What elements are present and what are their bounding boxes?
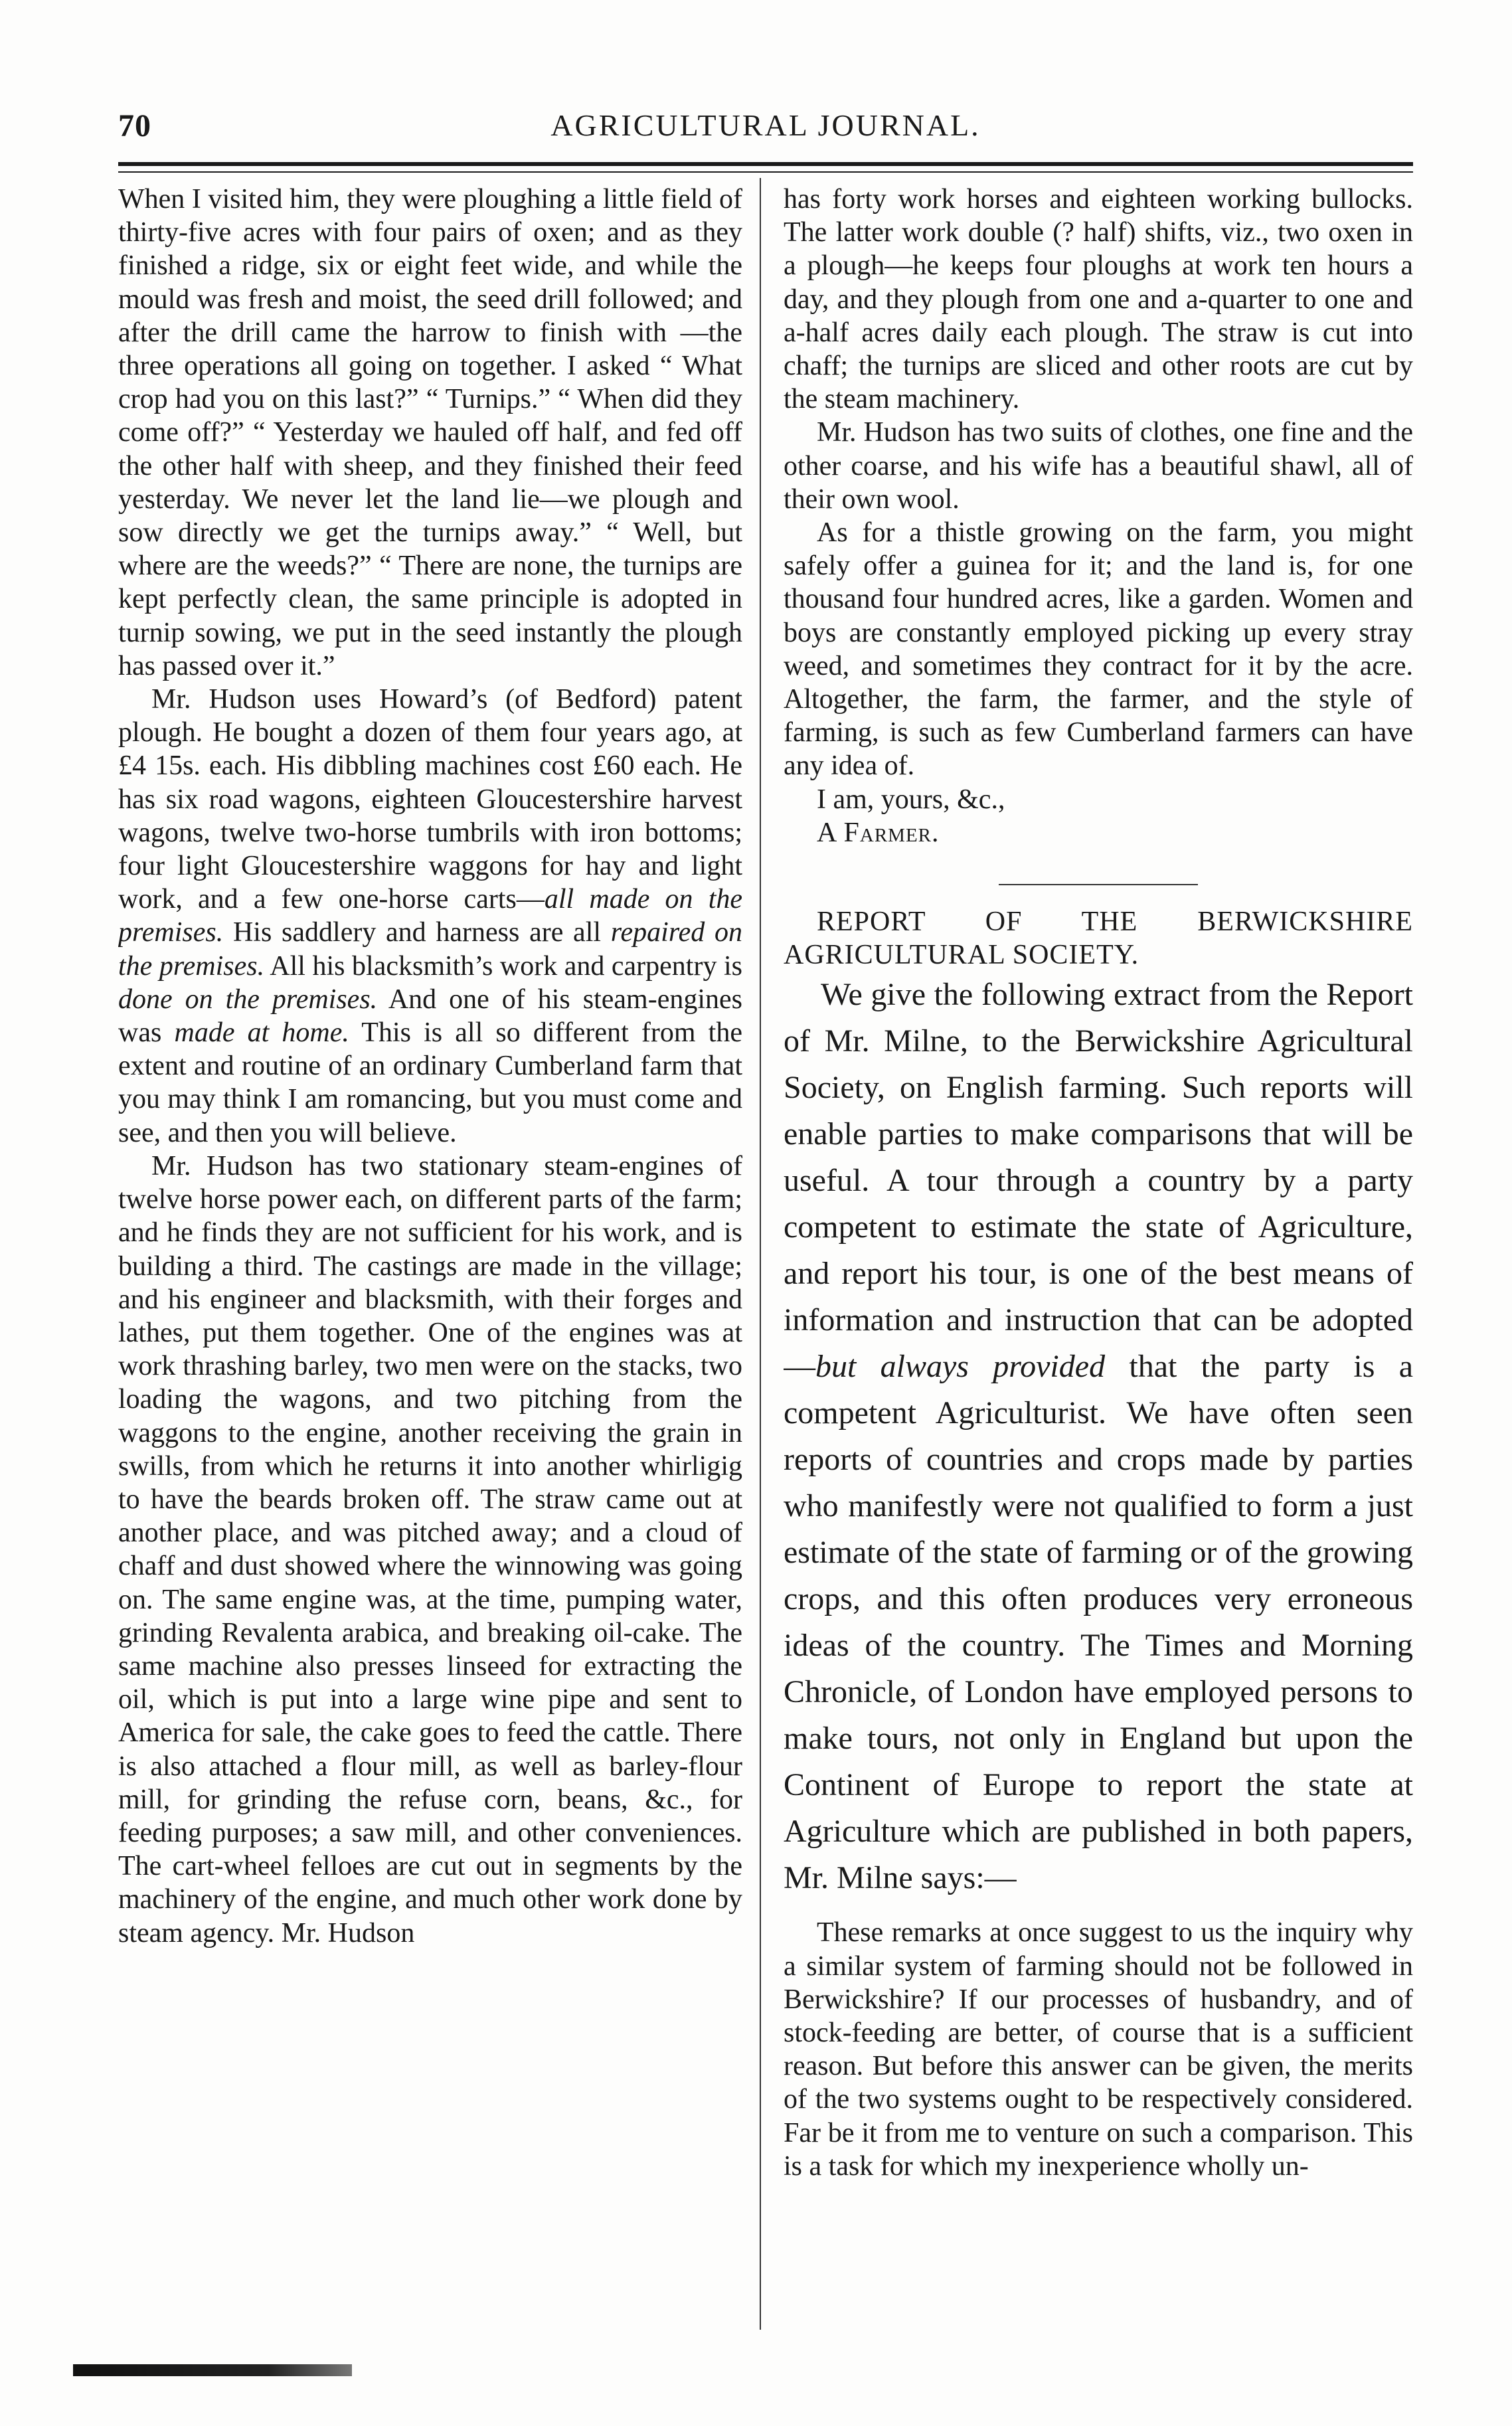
column-divider	[760, 178, 761, 2330]
paragraph-thistle: As for a thistle growing on the farm, you might safely offer a guinea for it; and the land is, for one thousand four hundred acres, like a garden. Women and boys are constantly employed picking up every stray weed, and sometimes they contract for it by the acre. Altogether, the farm, the farmer, and the style of farming, is such as few Cumberland farmers can have any idea of.	[784, 517, 1413, 782]
header-rule-thin	[118, 171, 1413, 173]
implements-italic-premises: all made on the premises.	[118, 884, 742, 948]
page-header	[118, 100, 1413, 153]
implements-text: Mr. Hudson uses Howard’s (of Bedford) patent plough. He bought a dozen of them four years ago, at £4 15s. each. His dibbling machines cost £60 each. He has six road wagons, eighteen Gloucestershire harvest wagons, twelve two-horse tumbrils with iron bottoms; four light Gloucestershire waggons for hay and light work, and a few one-horse carts—	[118, 684, 742, 915]
implements-italic-done: done on the premises.	[118, 984, 378, 1015]
letter-closing: I am, yours, &c.,	[817, 784, 1005, 815]
implements-italic-repaired: repaired on the premises.	[118, 917, 742, 982]
paragraph-ploughing: When I visited him, they were ploughing a little field of thirty-five acres with four pairs of oxen; and as they finished a ridge, six or eight feet wide, and while the mould was fresh and moist, the seed drill followed; and after the drill came the harrow to finish with —the three operations all going on together. I asked “ What crop had you on this last?” “ Turnips.” “ When did they come off?” “ Yesterday we hauled off half, and fed off the other half with sheep, and they finished their feed yesterday. We never let the land lie—we plough and sow directly we get the turnips away.” “ Well, but where are the weeds?” “ There are none, the turnips are kept perfectly clean, the same principle is adopted in turnip sowing, we put in the seed instantly the plough has passed over it.”	[118, 184, 742, 681]
paragraph-clothes: Mr. Hudson has two suits of clothes, one fine and the other coarse, and his wife has a beautiful shawl, all of their own wool.	[784, 417, 1413, 515]
paragraph-report-quote: These remarks at once suggest to us the inquiry why a similar system of farming should not be followed in Berwickshire? If our processes of husbandry, and of stock-feeding are better, of course that is a sufficient reason. But before this answer can be given, the merits of the two systems ought to be respectively considered. Far be it from me to venture on such a comparison. This is a task for which my inexperience wholly un-	[784, 1917, 1413, 2182]
report-intro-text-continued: that the party is a competent Agriculturist. We have often seen reports of countries and crops made by parties who manifestly were not qualified to form a just estimate of the state of farming or of the growing crops, and this often produces very erroneous ideas of the country. The Times and Morning Chronicle, of London have employed persons to make tours, not only in England but upon the Continent of Europe to report the state at Agriculture which are published in both papers, Mr. Milne says:—	[784, 1349, 1413, 1896]
signature-text: A Farmer.	[817, 817, 940, 848]
header-rule-thick	[118, 162, 1413, 166]
paragraph-implements	[118, 683, 742, 1150]
implements-text-engine: And one of his steam-engines was	[118, 984, 742, 1049]
implements-text-saddlery: His saddlery and harness are all	[223, 917, 611, 948]
letter-signature	[784, 816, 1413, 849]
running-title: AGRICULTURAL JOURNAL.	[550, 108, 981, 142]
report-intro-italic: but always provided	[815, 1349, 1106, 1385]
page-number: 70	[118, 108, 151, 143]
report-intro-text: We give the following extract from the Report of Mr. Milne, to the Berwickshire Agricultural Society, on English farming. Such reports will enable parties to make comparisons that will be useful. A tour through a country by a party competent to estimate the state of Agriculture, and report his tour, is one of the best means of information and instruction that can be adopted—	[784, 977, 1413, 1385]
section-divider	[999, 884, 1198, 885]
paragraph-steam-engines: Mr. Hudson has two stationary steam-engines of twelve horse power each, on different parts of the farm; and he finds they are not sufficient for his work, and is building a third. The castings are made in the village; and his engineer and blacksmith, with their forges and lathes, put them together. One of the engines was at work thrashing barley, two men were on the stacks, two loading the wagons, and two pitching from the waggons to the engine, another receiving the grain in swills, from which he returns it into another whirligig to have the beards broken off. The straw came out at another place, and was pitched away; and a cloud of chaff and dust showed where the winnowing was going on. The same engine was, at the time, pumping water, grinding Revalenta arabica, and breaking oil-cake. The same machine also presses linseed for extracting the oil, which is put into a large wine pipe and sent to America for sale, the cake goes to feed the cattle. There is also attached a flour mill, as well as barley-flour mill, for grinding the refuse corn, beans, &c., for feeding purposes; a saw mill, and other conveniences. The cart-wheel felloes are cut out in segments by the machinery of the engine, and much other work done by steam agency. Mr. Hudson	[118, 1150, 742, 1949]
paragraph-horses: has forty work horses and eighteen working bullocks. The latter work double (? half) shifts, viz., two oxen in a plough—he keeps four ploughs at work ten hours a day, and they plough from one and a-quarter to one and a-half acres daily each plough. The straw is cut into chaff; the turnips are sliced and other roots are cut by the steam machinery.	[784, 184, 1413, 415]
implements-text-romancing: This is all so different from the extent and routine of an ordinary Cumberland farm that you may think I am romancing, but you must come and see, and then you will believe.	[118, 1017, 742, 1148]
implements-text-blacksmith: All his blacksmith’s work and carpentry is	[264, 950, 742, 982]
implements-italic-home: made at home.	[174, 1017, 349, 1049]
paragraph-report-intro	[784, 972, 1413, 1901]
ink-smudge	[73, 2364, 352, 2376]
section-heading: REPORT OF THE BERWICKSHIRE AGRICULTURAL SOCIETY.	[784, 907, 1413, 971]
left-column	[118, 183, 742, 2328]
right-column	[784, 183, 1413, 2328]
